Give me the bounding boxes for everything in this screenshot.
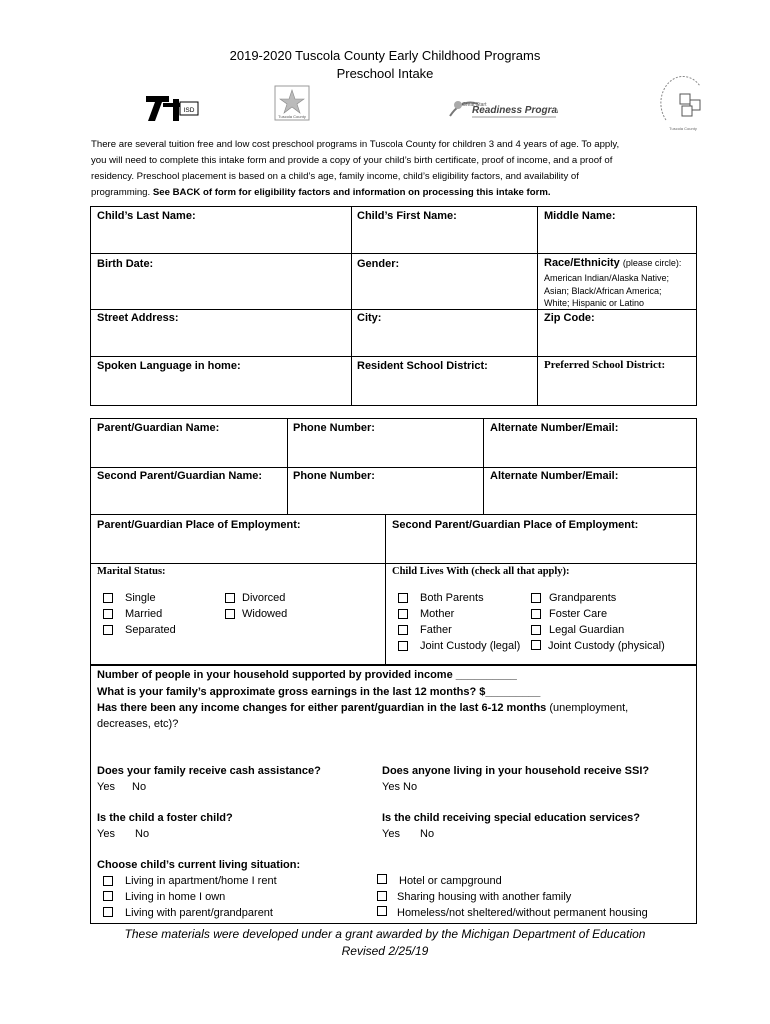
household-size-field[interactable]: Number of people in your household supported by provided income __________ (97, 669, 517, 681)
foster-care-option: Foster Care (549, 608, 608, 620)
both-parents-checkbox[interactable] (398, 593, 408, 603)
single-checkbox[interactable] (103, 593, 113, 603)
with-parent-option: Living with parent/grandparent (125, 907, 273, 919)
footer-revised-date: Revised 2/25/19 (341, 944, 429, 958)
living-situation-label: Choose child’s current living situation: (97, 859, 301, 871)
second-parent-phone-field[interactable]: Phone Number: (293, 470, 375, 482)
race-ethnicity-field[interactable]: Race/Ethnicity (please circle): (544, 257, 682, 269)
foster-child-yes[interactable]: Yes (97, 828, 115, 840)
cash-assistance-question: Does your family receive cash assistance? (97, 765, 321, 777)
father-checkbox[interactable] (398, 625, 408, 635)
second-parent-name-field[interactable]: Second Parent/Guardian Name: (97, 470, 263, 482)
mother-option: Mother (420, 608, 455, 620)
with-parent-checkbox[interactable] (103, 907, 113, 917)
middle-name-field[interactable]: Middle Name: (544, 210, 616, 222)
isd-logo (143, 94, 199, 122)
page-title: 2019-2020 Tuscola County Early Childhood Programs (229, 48, 541, 63)
child-last-name-field[interactable]: Child’s Last Name: (97, 210, 196, 222)
resident-district-field[interactable]: Resident School District: (357, 360, 488, 372)
homeless-option: Homeless/not sheltered/without permanent housing (397, 907, 648, 919)
readiness-program-logo (448, 96, 558, 122)
legal-guardian-option: Legal Guardian (549, 624, 625, 636)
intro-paragraph (91, 137, 691, 201)
svg-text:Tuscola County: Tuscola County (669, 126, 697, 131)
race-options[interactable]: American Indian/Alaska Native; Asian; Black/African America; White; Hispanic or Latino (544, 273, 670, 308)
widowed-checkbox[interactable] (225, 609, 235, 619)
separated-option: Separated (125, 624, 176, 636)
joint-physical-option: Joint Custody (physical) (548, 640, 665, 652)
city-field[interactable]: City: (357, 312, 382, 324)
intro-line: programming. See BACK of form for eligibility factors and information on processing this intake form. (91, 187, 551, 198)
both-parents-option: Both Parents (420, 592, 484, 604)
intro-line: you will need to complete this intake form and provide a copy of your child’s birth certificate, proof of income, and a proof of (91, 155, 613, 166)
parent-alt-contact-field[interactable]: Alternate Number/Email: (490, 422, 619, 434)
hotel-option: Hotel or campground (399, 875, 502, 887)
cash-assistance-yes[interactable]: Yes (97, 781, 115, 793)
parent-phone-field[interactable]: Phone Number: (293, 422, 375, 434)
sharing-option: Sharing housing with another family (397, 891, 572, 903)
legal-guardian-checkbox[interactable] (531, 625, 541, 635)
single-option: Single (125, 592, 156, 604)
joint-physical-checkbox[interactable] (531, 640, 541, 650)
ssi-yes-no[interactable]: Yes No (382, 781, 418, 793)
divorced-option: Divorced (242, 592, 286, 604)
widowed-option: Widowed (242, 608, 288, 620)
svg-text:Readiness Program: Readiness Program (472, 105, 558, 116)
svg-text:Tuscola County: Tuscola County (278, 114, 306, 119)
homeless-checkbox[interactable] (377, 906, 387, 916)
zip-code-field[interactable]: Zip Code: (544, 312, 595, 324)
second-parent-employment-field[interactable]: Second Parent/Guardian Place of Employment: (392, 519, 639, 531)
spoken-language-field[interactable]: Spoken Language in home: (97, 360, 241, 372)
apartment-option: Living in apartment/home I rent (125, 875, 277, 887)
married-option: Married (125, 608, 163, 620)
own-home-option: Living in home I own (125, 891, 226, 903)
parent-name-field[interactable]: Parent/Guardian Name: (97, 422, 220, 434)
footer-grant-note: These materials were developed under a grant awarded by the Michigan Department of Education (124, 927, 646, 941)
child-first-name-field[interactable]: Child’s First Name: (357, 210, 457, 222)
special-ed-no[interactable]: No (420, 828, 435, 840)
divorced-checkbox[interactable] (225, 593, 235, 603)
income-changes-field[interactable]: Has there been any income changes for either parent/guardian in the last 6-12 months (unemployment, (97, 702, 629, 714)
mother-checkbox[interactable] (398, 609, 408, 619)
street-address-field[interactable]: Street Address: (97, 312, 179, 324)
sharing-checkbox[interactable] (377, 891, 387, 901)
intro-line: residency. Preschool placement is based on a child’s age, family income, child’s eligibility factors, and availability of (91, 171, 579, 182)
foster-child-question: Is the child a foster child? (97, 812, 233, 824)
page-subtitle: Preschool Intake (336, 66, 434, 81)
intro-line: There are several tuition free and low cost preschool programs in Tuscola County for children 3 and 4 years of age. To apply, (91, 139, 620, 150)
income-changes-line2: decreases, etc)? (97, 718, 179, 730)
apartment-checkbox[interactable] (103, 876, 113, 886)
svg-text:ISD: ISD (183, 107, 195, 114)
preferred-district-field[interactable]: Preferred School District: (544, 359, 666, 371)
father-option: Father (420, 624, 452, 636)
svg-text:Great Start: Great Start (462, 102, 487, 108)
round-seal-logo (660, 76, 706, 132)
foster-care-checkbox[interactable] (531, 609, 541, 619)
special-ed-yes[interactable]: Yes (382, 828, 400, 840)
special-ed-question: Is the child receiving special education services? (382, 812, 640, 824)
own-home-checkbox[interactable] (103, 891, 113, 901)
second-parent-alt-contact-field[interactable]: Alternate Number/Email: (490, 470, 619, 482)
married-checkbox[interactable] (103, 609, 113, 619)
ssi-question: Does anyone living in your household receive SSI? (382, 765, 650, 777)
joint-legal-option: Joint Custody (legal) (420, 640, 521, 652)
separated-checkbox[interactable] (103, 625, 113, 635)
birth-date-field[interactable]: Birth Date: (97, 258, 154, 270)
grandparents-checkbox[interactable] (531, 593, 541, 603)
marital-status-label: Marital Status: (97, 566, 166, 577)
cash-assistance-no[interactable]: No (132, 781, 147, 793)
gross-earnings-field[interactable]: What is your family’s approximate gross earnings in the last 12 months? $_________ (97, 686, 541, 698)
county-seal (274, 85, 310, 121)
parent-employment-field[interactable]: Parent/Guardian Place of Employment: (97, 519, 301, 531)
grandparents-option: Grandparents (549, 592, 617, 604)
joint-legal-checkbox[interactable] (398, 641, 408, 651)
hotel-checkbox[interactable] (377, 874, 387, 884)
gender-field[interactable]: Gender: (357, 258, 400, 270)
foster-child-no[interactable]: No (135, 828, 150, 840)
lives-with-label: Child Lives With (check all that apply): (392, 566, 570, 577)
